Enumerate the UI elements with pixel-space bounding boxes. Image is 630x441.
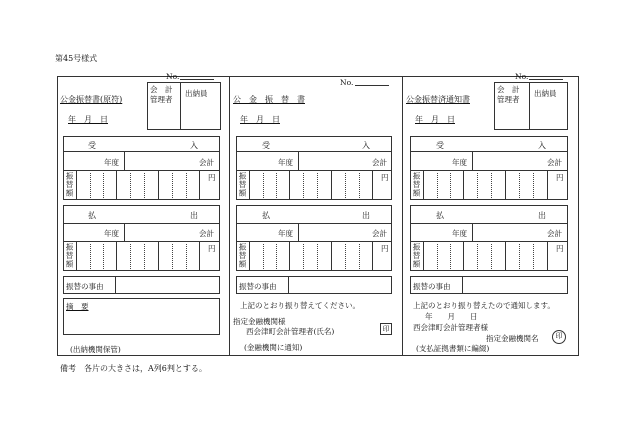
reason-label: 振替の事由 (413, 282, 451, 291)
addressee: 西会津町会計管理者様 (413, 323, 488, 332)
payment-header-left: 払 (262, 211, 270, 220)
slip-divider (229, 76, 230, 356)
payment-header-left: 払 (436, 211, 444, 220)
cashier-label: 出納員 (185, 89, 208, 98)
date-label: 年 月 日 (68, 115, 108, 124)
account-label: 会計 (199, 158, 214, 167)
no-label: No. (515, 72, 529, 81)
slip-divider (402, 76, 403, 356)
slip-title: 公金振替書(原符) (60, 95, 123, 104)
approval-box-divider (529, 82, 530, 130)
notice-message: 上記のとおり振り替えたので通知します。 (413, 301, 555, 310)
fiscal-year-label: 年度 (278, 229, 293, 238)
transfer-amount-label: 振替額 (65, 243, 74, 269)
signer-name: 指定金融機関名 (486, 334, 539, 343)
form-title: 第45号様式 (55, 54, 98, 63)
notice-date: 年 月 日 (425, 312, 478, 321)
payment-header-right: 出 (362, 211, 370, 220)
receipt-header-right: 入 (538, 141, 546, 150)
seal-mark: 印 (552, 330, 566, 344)
account-label: 会計 (372, 229, 387, 238)
slip-footer: (支払証拠書類に編綴) (416, 344, 490, 353)
yen-label: 円 (208, 173, 216, 182)
approver-label: 会 計 管理者 (150, 85, 173, 104)
transfer-amount-label: 振替額 (412, 172, 421, 198)
remarks-note: 備考 各片の大きさは，A列6判とする。 (60, 364, 207, 373)
slip-title: 公 金 振 替 書 (233, 95, 305, 104)
approver-label: 会 計 管理者 (497, 85, 520, 104)
fiscal-year-label: 年度 (278, 158, 293, 167)
fiscal-year-label: 年度 (452, 158, 467, 167)
transfer-amount-label: 振替額 (65, 172, 74, 198)
no-field (180, 72, 214, 80)
approval-box-divider (180, 82, 181, 130)
no-label: No. (340, 78, 354, 87)
yen-label: 円 (556, 173, 564, 182)
payment-header-right: 出 (538, 211, 546, 220)
fiscal-year-label: 年度 (104, 158, 119, 167)
reason-label: 振替の事由 (66, 282, 104, 291)
seal-mark: 印 (380, 323, 392, 335)
account-label: 会計 (547, 229, 562, 238)
addressee: 指定金融機関様 (233, 317, 286, 326)
no-field (529, 72, 563, 80)
fiscal-year-label: 年度 (104, 229, 119, 238)
no-label: No. (166, 72, 180, 81)
receipt-header-right: 入 (362, 141, 370, 150)
slip-footer: (金融機関に通知) (244, 343, 303, 352)
receipt-header-right: 入 (190, 141, 198, 150)
yen-label: 円 (381, 173, 389, 182)
account-label: 会計 (372, 158, 387, 167)
receipt-header-left: 受 (436, 141, 444, 150)
summary-label: 摘 要 (66, 302, 89, 311)
fiscal-year-label: 年度 (452, 229, 467, 238)
instruction-message: 上記のとおり振り替えてください。 (240, 301, 360, 310)
date-label: 年 月 日 (240, 115, 280, 124)
payment-header-left: 払 (88, 211, 96, 220)
payment-header-right: 出 (190, 211, 198, 220)
signer-name: 西会津町会計管理者(氏名) (246, 327, 335, 336)
cashier-label: 出納員 (534, 89, 557, 98)
transfer-amount-label: 振替額 (412, 243, 421, 269)
receipt-header-left: 受 (262, 141, 270, 150)
account-label: 会計 (547, 158, 562, 167)
reason-label: 振替の事由 (239, 282, 277, 291)
transfer-amount-label: 振替額 (238, 172, 247, 198)
yen-label: 円 (556, 244, 564, 253)
yen-label: 円 (381, 244, 389, 253)
yen-label: 円 (208, 244, 216, 253)
transfer-amount-label: 振替額 (238, 243, 247, 269)
account-label: 会計 (199, 229, 214, 238)
no-field (355, 78, 389, 86)
receipt-header-left: 受 (88, 141, 96, 150)
date-label: 年 月 日 (415, 115, 455, 124)
slip-title: 公金振替済通知書 (406, 95, 470, 104)
slip-footer: (出納機関保管) (70, 345, 121, 354)
